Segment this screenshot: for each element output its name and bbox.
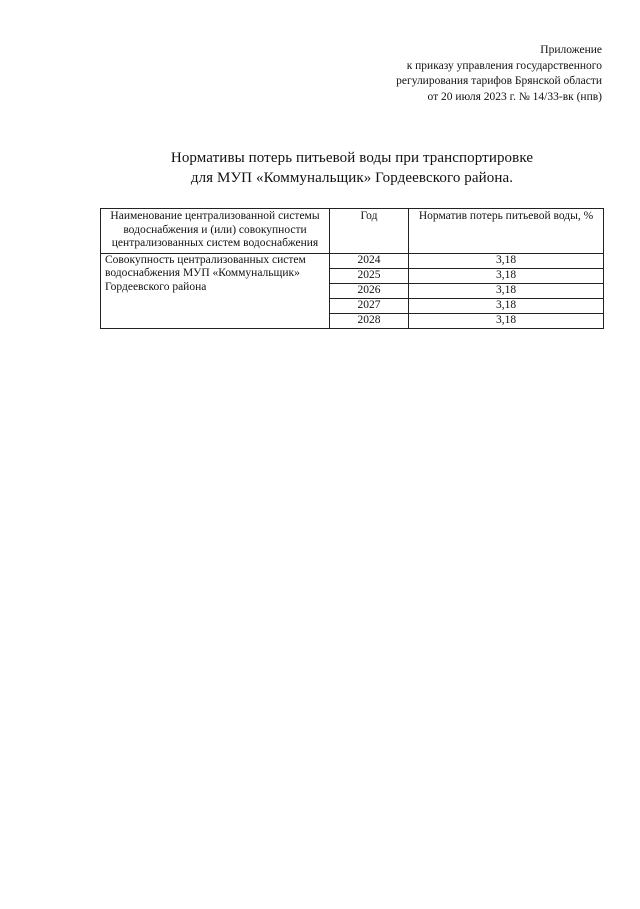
year-cell: 2028 — [330, 313, 409, 328]
norm-value-cell: 3,18 — [409, 253, 604, 268]
system-name-cell: Совокупность централизованных систем водоснабжения МУП «Коммунальщик» Гордеевского района — [101, 253, 330, 328]
appendix-date-number: от 20 июля 2023 г. № 14/33-вк (нпв) — [427, 90, 602, 103]
table-header-row — [101, 209, 604, 254]
title-line-1: Нормативы потерь питьевой воды при транспортировке — [170, 150, 534, 166]
norm-value-cell: 3,18 — [409, 298, 604, 313]
norms-table — [100, 208, 604, 329]
appendix-block — [302, 43, 602, 105]
header-year: Год — [330, 209, 409, 254]
year-cell: 2025 — [330, 268, 409, 283]
year-cell: 2026 — [330, 283, 409, 298]
year-cell: 2027 — [330, 298, 409, 313]
norm-value-cell: 3,18 — [409, 313, 604, 328]
table-row — [101, 253, 604, 268]
title-line-2: для МУП «Коммунальщик» Гордеевского района. — [190, 170, 514, 186]
appendix-label: Приложение — [540, 44, 602, 56]
appendix-authority-line: регулирования тарифов Брянской области — [396, 75, 602, 87]
norm-value-cell: 3,18 — [409, 268, 604, 283]
norm-value-cell: 3,18 — [409, 283, 604, 298]
document-title — [100, 148, 604, 188]
header-system-name: Наименование централизованной системы водоснабжения и (или) совокупности централизованных систем водоснабжения — [101, 209, 330, 254]
header-norm: Норматив потерь питьевой воды, % — [409, 209, 604, 254]
appendix-order-line: к приказу управления государственного — [406, 59, 602, 72]
year-cell: 2024 — [330, 253, 409, 268]
